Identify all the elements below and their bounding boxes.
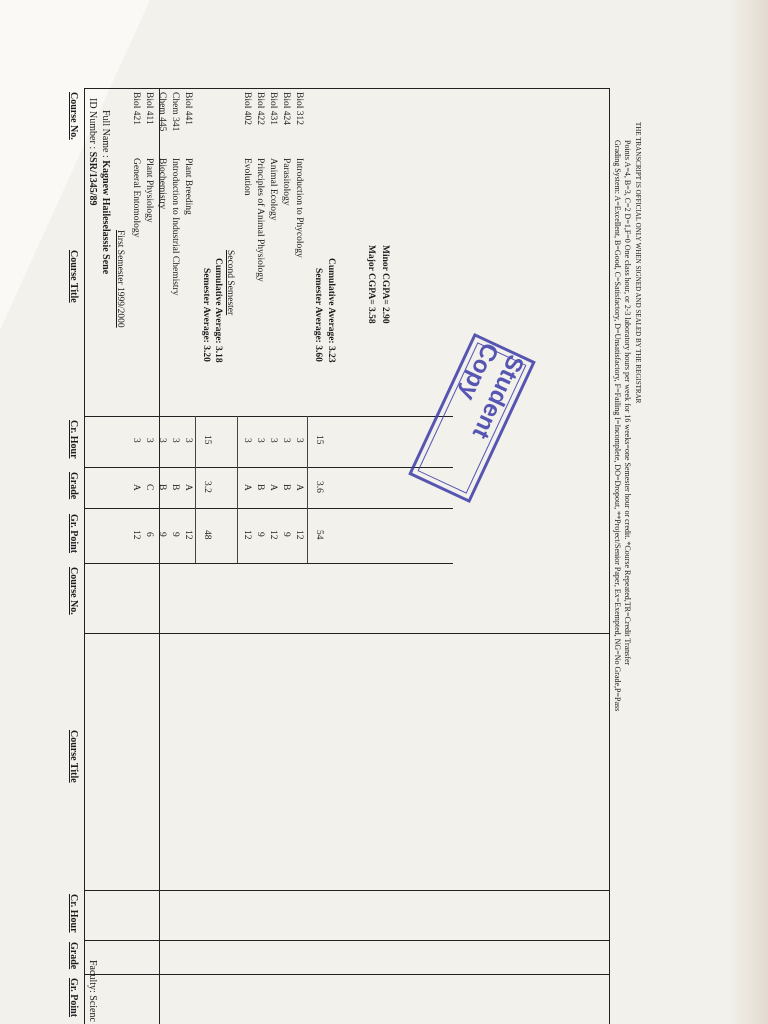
course-no: Biol 441 [183,92,193,125]
course-no: Biol 422 [255,92,265,125]
course-no: Biol 431 [268,92,278,125]
semester-2-title: Second Semester [225,250,235,316]
semester-2-total-cr: 15 [314,435,324,445]
cr-hour: 3 [255,438,265,443]
course-title: Plant Breeding [183,158,193,215]
cr-hour: 3 [144,438,154,443]
header-gr-point: Gr. Point [68,514,79,554]
stamp-text: Student Copy [453,338,530,443]
grade-point: 6 [144,532,154,537]
semester-1-total-gp: 48 [202,530,212,540]
grade: B [281,484,291,491]
course-title: Introduction to Industrial Chemistry [170,158,180,296]
cr-hour: 3 [294,438,304,443]
student-copy-stamp [408,333,536,503]
col-divider-4 [85,563,453,564]
cr-hour: 3 [170,438,180,443]
course-no: Biol 424 [281,92,291,125]
col-divider-6 [84,890,610,891]
grading-system-line-2: Points A=4, B=3, C=2 D=1,F=0 One class hour, or 2-3 laboratory hours per week for 16 weeks=one Semester hour or credit. *Course Repeated,TR=Credit Transfer [623,140,632,666]
table-mid-rule [159,88,160,1024]
header-cr-hour: Cr. Hour [68,420,79,459]
grade: A [268,484,278,491]
header-gr-point-2: Gr. Point [68,978,79,1018]
cr-hour: 3 [131,438,141,443]
semester-1-title: First Semester 1999/2000 [115,230,125,328]
full-name-label: Full Name : [100,110,111,158]
course-no: Biol 402 [242,92,252,125]
official-notice: THE TRANSCRIPT IS OFFICIAL ONLY WHEN SIGNED AND SEALED BY THE REGISTRAR [634,122,642,404]
semester-2-average: Semester Average: 3.60 [313,268,323,362]
header-grade: Grade [68,472,79,500]
grade: A [131,484,141,491]
semester-1-average: Semester Average: 3.20 [201,268,211,362]
faculty-label: Faculty: Scienc [87,960,98,1022]
major-cgpa: Major CGPA= 3.58 [366,245,376,324]
id-number-value: SSR/1345/89 [87,151,98,206]
course-no: Chem 341 [170,92,180,132]
course-title: Plant Physiology [144,158,154,223]
table-bottom-border [609,88,610,1024]
grade-point: 9 [157,532,167,537]
grade-point: 9 [255,532,265,537]
header-course-title: Course Title [68,250,79,303]
semester-1-total-cr: 15 [202,435,212,445]
semester-2-top-rule [237,416,238,563]
col-divider-1 [85,416,453,417]
grade-point: 12 [242,530,252,540]
grade: C [144,484,154,491]
grading-system-line-1: Grading System: A=Excellent, B=Good, C=Satisfactory, D=Unsatisfactory, F=Failing I=Incomplete, DO=Dropout, **Project/Senior Paper, Ex=Exempted, NG=No Grade,P=Pass [613,140,622,712]
grade-point: 12 [131,530,141,540]
grade: A [294,484,304,491]
col-divider-3 [85,508,453,509]
semester-1-cumulative: Cumulative Average: 3.18 [213,258,223,363]
cr-hour: 3 [157,438,167,443]
full-name-row [100,110,111,274]
course-no: Chem 445 [157,92,167,132]
cr-hour: 3 [268,438,278,443]
cr-hour: 3 [281,438,291,443]
table-left-border [84,88,610,89]
semester-2-total-gp: 54 [314,530,324,540]
semester-1-total-rule [195,416,196,563]
semester-2-total-rule [307,416,308,563]
grade-point: 9 [281,532,291,537]
course-title: Parasitology [281,158,291,206]
id-number-row [87,98,98,206]
grade: A [242,484,252,491]
semester-1-avg-grade: 3.2 [202,481,212,493]
course-no: Biol 312 [294,92,304,125]
col-divider-8 [84,974,610,975]
grade: B [170,484,180,491]
header-course-no-2: Course No. [68,567,79,615]
cr-hour: 3 [183,438,193,443]
header-cr-hour-2: Cr. Hour [68,894,79,933]
semester-2-avg-grade: 3.6 [314,481,324,493]
semester-2-cumulative: Cumulative Average: 3.23 [326,258,336,363]
grade: B [255,484,265,491]
col-divider-7 [84,940,610,941]
grade-point: 12 [268,530,278,540]
course-title: Evolution [242,158,252,196]
course-title: Introduction to Phycology [294,158,304,258]
course-title: General Entomology [131,158,141,238]
grade: B [157,484,167,491]
grade-point: 12 [294,530,304,540]
header-course-no: Course No. [68,92,79,140]
course-no: Biol 421 [131,92,141,125]
course-title: Principles of Animal Physiology [255,158,265,282]
col-divider-2 [85,467,453,468]
cr-hour: 3 [242,438,252,443]
table-row [131,92,141,125]
grade-point: 9 [170,532,180,537]
table-top-border [84,88,85,1024]
grade: A [183,484,193,491]
col-divider-5 [84,633,610,634]
grade-point: 12 [183,530,193,540]
full-name-value: Kagnew Haileselassie Sene [100,160,111,275]
minor-cgpa: Minor CGPA= 2.90 [380,245,390,324]
id-number-label: ID Number : [87,98,98,150]
course-title: Animal Ecology [268,158,278,221]
course-title: Biochemistry [157,158,167,210]
course-no: Biol 411 [144,92,154,125]
header-course-title-2: Course Title [68,730,79,783]
header-grade-2: Grade [68,942,79,970]
